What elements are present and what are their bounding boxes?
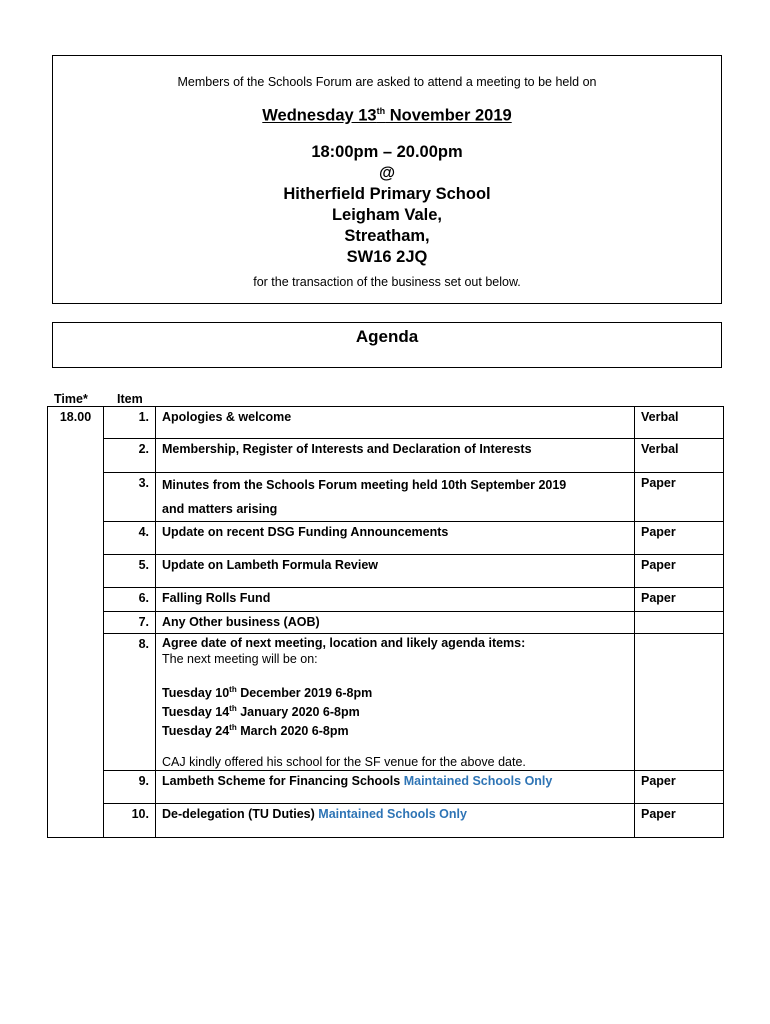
table-row: [48, 612, 724, 634]
meeting-time: 18:00pm – 20.00pm: [311, 142, 463, 161]
table-row: [48, 771, 724, 804]
item-title: Update on Lambeth Formula Review: [156, 555, 635, 588]
date-suffix: th: [229, 723, 237, 733]
item-number: 9.: [104, 771, 156, 804]
item-title: [156, 804, 635, 838]
meeting-time-venue: [53, 142, 721, 268]
next-meeting-date: [162, 682, 628, 701]
item-title: Falling Rolls Fund: [156, 588, 635, 612]
item-number: 6.: [104, 588, 156, 612]
item-title-line-2: and matters arising: [162, 502, 278, 516]
table-row: [48, 473, 724, 522]
spacer: [162, 739, 628, 754]
table-row: [48, 522, 724, 555]
item-type: Verbal: [635, 439, 724, 473]
date-text: Tuesday 14: [162, 705, 230, 720]
date-text: March 2020 6-8pm: [236, 724, 349, 739]
item-title: Update on recent DSG Funding Announcements: [156, 522, 635, 555]
item-title-text: De-delegation (TU Duties): [162, 807, 315, 822]
date-text: January 2020 6-8pm: [236, 705, 360, 720]
item-title: Membership, Register of Interests and Declaration of Interests: [156, 439, 635, 473]
spacer: [162, 667, 628, 682]
table-row: [48, 439, 724, 473]
date-suffix: th: [229, 685, 237, 694]
item-number: 2.: [104, 439, 156, 473]
agenda-title: Agenda: [355, 327, 419, 346]
item-type: Paper: [635, 473, 724, 522]
item-details: [156, 634, 635, 771]
item-number: 5.: [104, 555, 156, 588]
table-row: [48, 407, 724, 439]
venue-line-4: SW16 2JQ: [346, 247, 428, 266]
at-symbol: @: [378, 163, 396, 182]
item-number: 1.: [104, 407, 156, 439]
item-type: [635, 612, 724, 634]
table-row: [48, 555, 724, 588]
column-header-item: Item: [117, 392, 143, 406]
table-row: [48, 634, 724, 771]
date-suffix: th: [229, 704, 237, 714]
table-row: [48, 804, 724, 838]
item-number: 4.: [104, 522, 156, 555]
maintained-schools-tag: Maintained Schools Only: [403, 774, 553, 789]
venue-line-1: Hitherfield Primary School: [283, 184, 491, 203]
start-time: 18.00: [48, 407, 104, 838]
date-text: Tuesday 10: [162, 686, 230, 701]
venue-line-2: Leigham Vale,: [331, 205, 443, 224]
meeting-date: [53, 106, 721, 126]
column-header-time: Time*: [54, 392, 88, 406]
item-title: Apologies & welcome: [156, 407, 635, 439]
item-type: Paper: [635, 522, 724, 555]
item-type: Paper: [635, 588, 724, 612]
item-title: Agree date of next meeting, location and likely agenda items:: [162, 636, 526, 650]
item-type: Paper: [635, 771, 724, 804]
notice-transaction: for the transaction of the business set out below.: [253, 274, 521, 289]
meeting-notice-box: [52, 55, 722, 304]
item-title: Any Other business (AOB): [156, 612, 635, 634]
maintained-schools-tag: Maintained Schools Only: [318, 807, 467, 822]
item-title: [156, 473, 635, 522]
date-text: Tuesday 24: [162, 724, 230, 739]
item-type: Paper: [635, 555, 724, 588]
meeting-date-day: Wednesday 13: [262, 106, 377, 125]
table-row: [48, 588, 724, 612]
agenda-table: [47, 406, 724, 838]
next-meeting-note: The next meeting will be on:: [162, 652, 318, 666]
next-meeting-date: [162, 701, 628, 720]
meeting-date-rest: November 2019: [385, 106, 512, 125]
item-title-text: Lambeth Scheme for Financing Schools: [162, 774, 401, 789]
item-number: 3.: [104, 473, 156, 522]
meeting-date-suffix: th: [376, 106, 386, 116]
item-type: Verbal: [635, 407, 724, 439]
venue-note: CAJ kindly offered his school for the SF venue for the above date.: [162, 755, 526, 770]
item-type: Paper: [635, 804, 724, 838]
item-number: 10.: [104, 804, 156, 838]
venue-line-3: Streatham,: [344, 226, 430, 245]
agenda-title-box: [52, 322, 722, 368]
item-title-line-1: Minutes from the Schools Forum meeting held 10th September 2019: [162, 478, 567, 492]
notice-intro: Members of the Schools Forum are asked to attend a meeting to be held on: [177, 75, 597, 89]
item-title: [156, 771, 635, 804]
item-number: 8.: [104, 634, 156, 771]
next-meeting-date: [162, 720, 628, 739]
date-text: December 2019 6-8pm: [236, 686, 373, 701]
item-number: 7.: [104, 612, 156, 634]
item-type: [635, 634, 724, 771]
